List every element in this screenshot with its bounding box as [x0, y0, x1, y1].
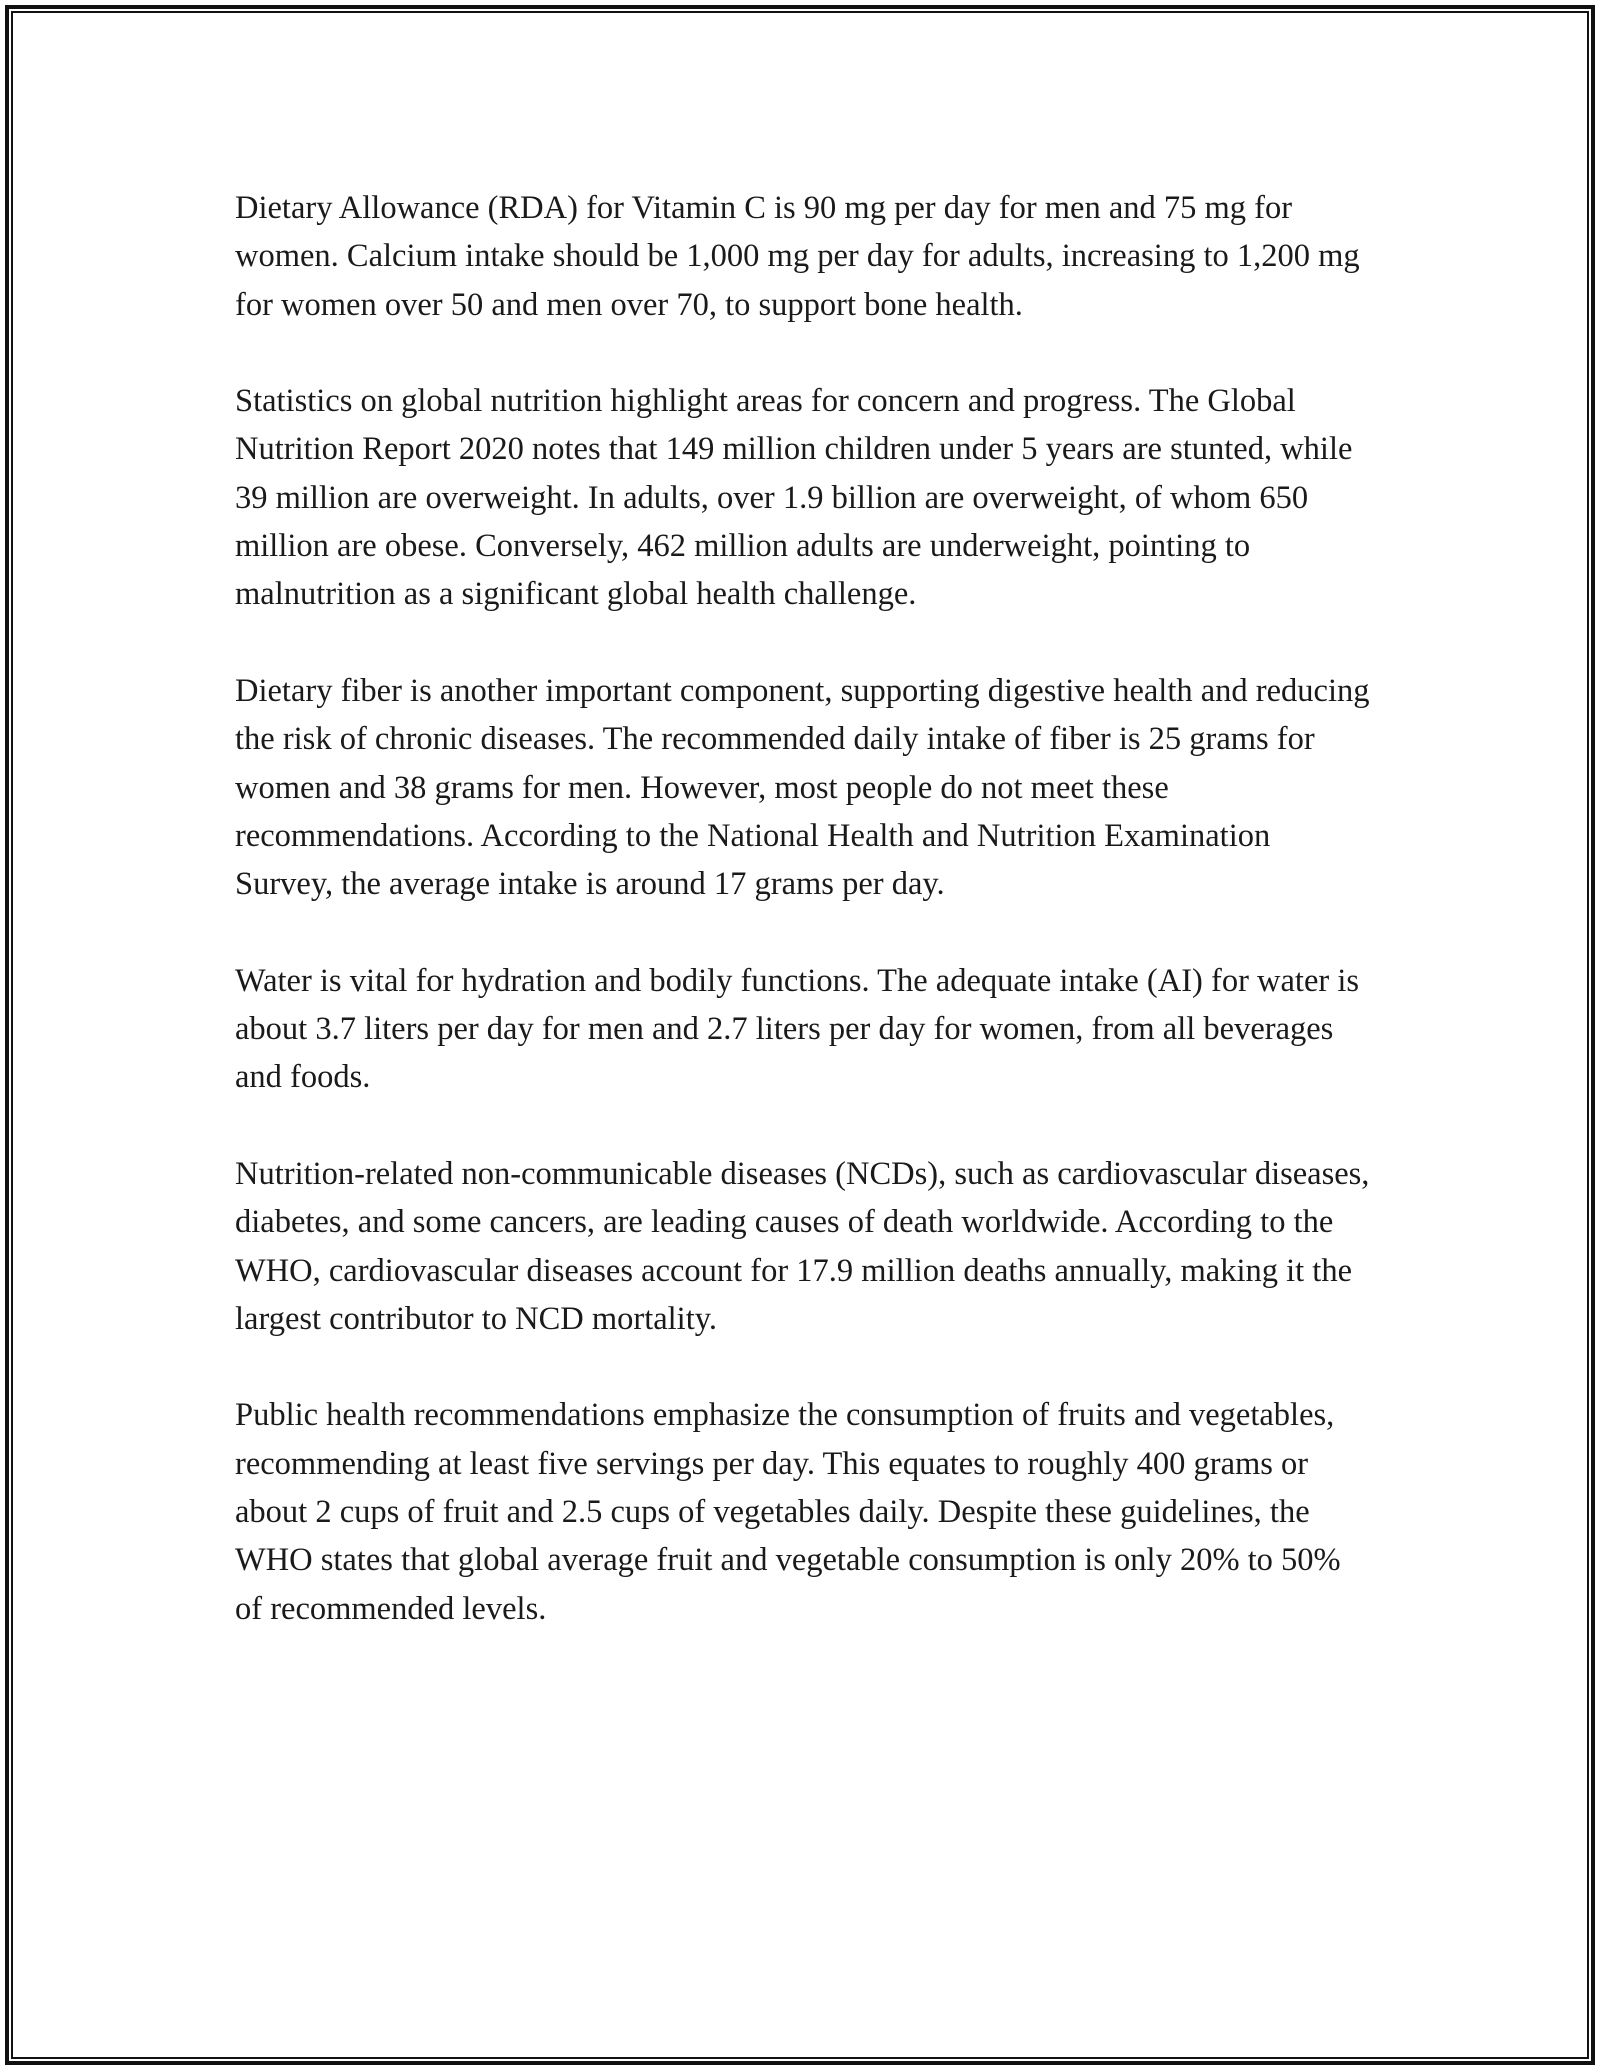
paragraph-fruits-vegetables: Public health recommendations emphasize the consumption of fruits and vegetables, recommending at least five servings per day. This equates to roughly 400 grams or about 2 cups of fruit and 2.5 cups of vegetables daily. Despite these guidelines, the WHO states that global average fruit and vegetable consumption is only 20% to 50% of recommended levels.: [235, 1397, 1341, 1627]
paragraph-rda-vitamin-c-calcium: Dietary Allowance (RDA) for Vitamin C is 90 mg per day for men and 75 mg for women. Calcium intake should be 1,000 mg per day for adults, increasing to 1,200 mg for women over 50 and men over 70, to support bone health.: [235, 190, 1360, 323]
paragraph-water-intake: Water is vital for hydration and bodily functions. The adequate intake (AI) for water is about 3.7 liters per day for men and 2.7 liters per day for women, from all beverages and foods.: [235, 962, 1359, 1096]
paragraph-dietary-fiber: Dietary fiber is another important component, supporting digestive health and reducing the risk of chronic diseases. The recommended daily intake of fiber is 25 grams for women and 38 grams for men. However, most people do not meet these recommendations. According to the National Health and Nutrition Examination Survey, the average intake is around 17 grams per day.: [235, 672, 1370, 903]
document-body: [235, 184, 1375, 1633]
paragraph-global-nutrition-statistics: Statistics on global nutrition highlight areas for concern and progress. The Global Nutrition Report 2020 notes that 149 million children under 5 years are stunted, while 39 million are overweight. In adults, over 1.9 billion are overweight, of whom 650 million are obese. Conversely, 462 million adults are underweight, pointing to malnutrition as a significant global health challenge.: [235, 383, 1353, 613]
paragraph-ncds: Nutrition-related non-communicable diseases (NCDs), such as cardiovascular diseases, diabetes, and some cancers, are leading causes of death worldwide. According to the WHO, cardiovascular diseases account for 17.9 million deaths annually, making it the largest contributor to NCD mortality.: [235, 1155, 1370, 1337]
